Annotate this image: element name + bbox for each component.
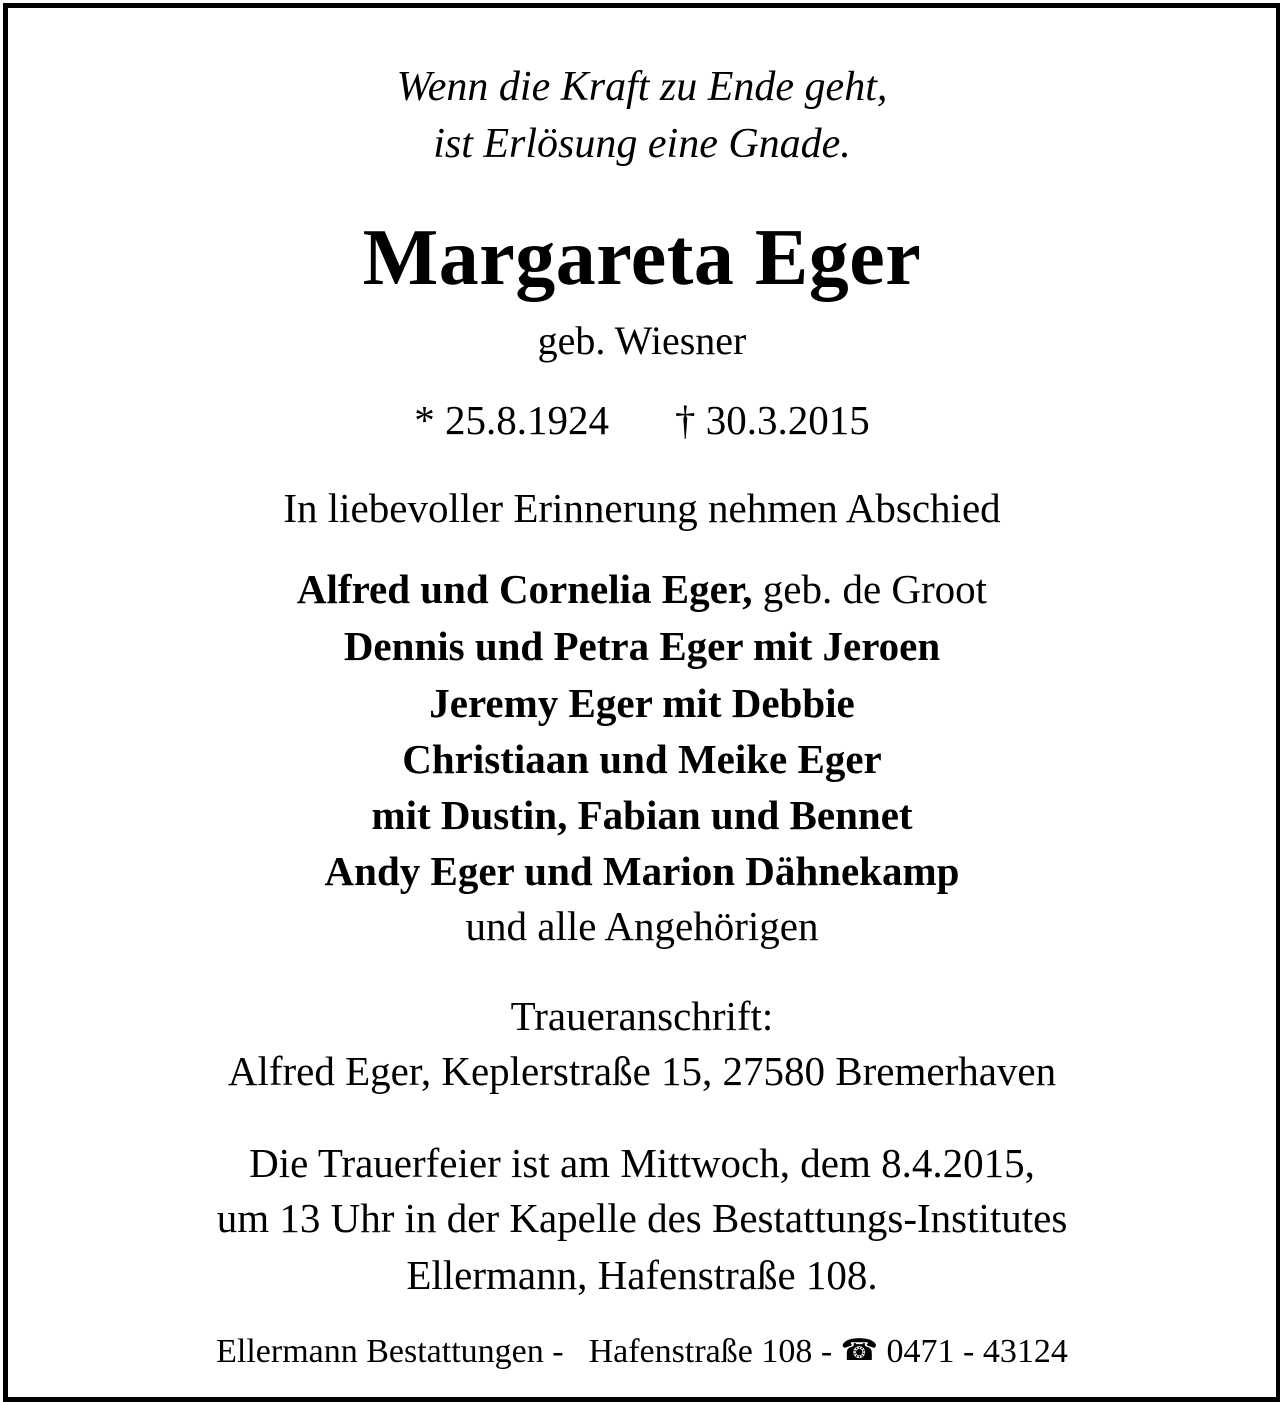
footer-phone: 0471 - 43124 (886, 1333, 1068, 1370)
death-date: † 30.3.2015 (675, 397, 870, 443)
mourner-line-6: Andy Eger und Marion Dähnekamp (324, 848, 960, 894)
ceremony-line-2: um 13 Uhr in der Kapelle des Bestattungs-Institutes (216, 1195, 1068, 1241)
ceremony-line-1: Die Trauerfeier ist am Mittwoch, dem 8.4.2015, (249, 1140, 1035, 1186)
motto-line-1: Wenn die Kraft zu Ende geht, (396, 64, 888, 110)
mourner-line-4: Christiaan und Meike Eger (402, 736, 882, 782)
mourner-line-2: Dennis und Petra Eger mit Jeroen (343, 623, 941, 669)
mourner-line-7: und alle Angehörigen (465, 903, 819, 949)
mourner-line-3: Jeremy Eger mit Debbie (429, 680, 855, 726)
footer-street: Hafenstraße 108 - (588, 1333, 833, 1370)
mourner-line-5: mit Dustin, Fabian und Bennet (371, 792, 913, 838)
footer-company: Ellermann Bestattungen - (216, 1333, 564, 1370)
telephone-icon: ☎ (840, 1334, 879, 1367)
mourner-names: Alfred und Cornelia Eger, (296, 566, 753, 612)
maiden-name: geb. Wiesner (537, 318, 747, 363)
ceremony-line-3: Ellermann, Hafenstraße 108. (406, 1252, 878, 1298)
obituary-notice (3, 3, 1280, 1402)
birth-date: * 25.8.1924 (414, 397, 609, 443)
life-dates (8, 397, 1276, 443)
mourner-maiden-name: geb. de Groot (762, 566, 988, 612)
motto-line-2: ist Erlösung eine Gnade. (433, 121, 851, 167)
mourner-line-1 (8, 566, 1276, 612)
address-label: Traueranschrift: (510, 993, 774, 1039)
deceased-name: Margareta Eger (362, 214, 922, 302)
funeral-home-footer (8, 1335, 1276, 1369)
address-value: Alfred Eger, Keplerstraße 15, 27580 Bremerhaven (227, 1048, 1057, 1094)
farewell-intro: In liebevoller Erinnerung nehmen Abschied (283, 485, 1001, 531)
